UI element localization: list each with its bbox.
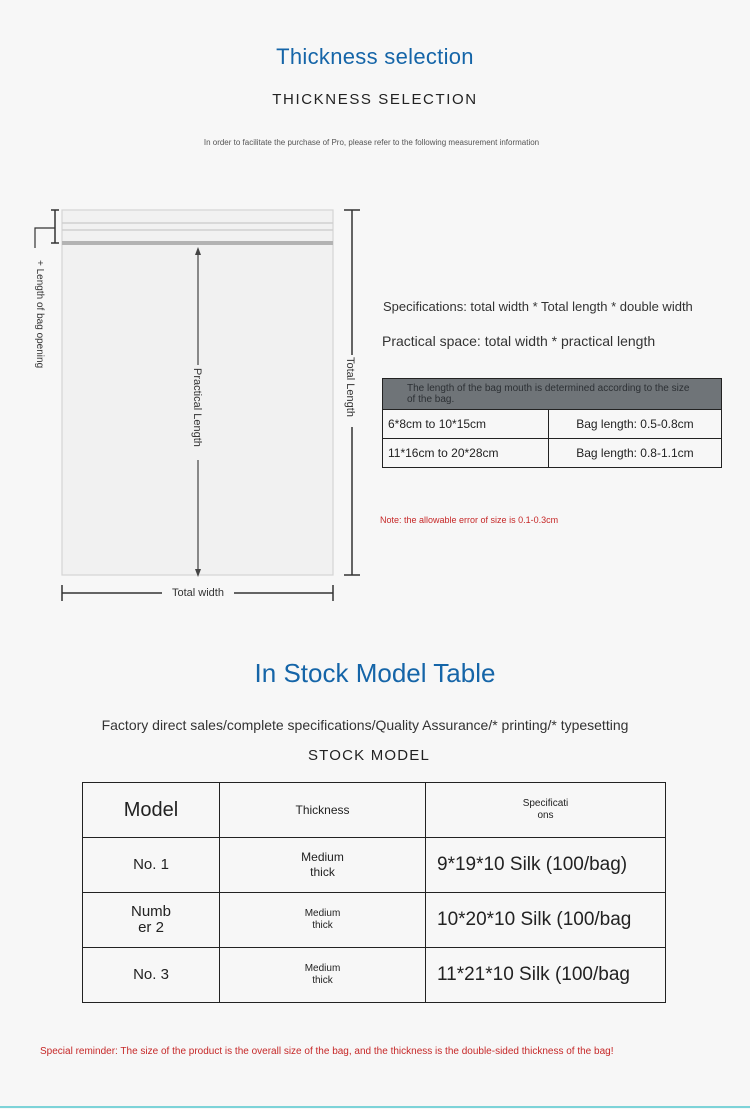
model-cell: No. 3 <box>133 966 169 983</box>
error-note: Note: the allowable error of size is 0.1-0.3cm <box>380 515 559 525</box>
table-row <box>383 410 722 439</box>
thickness-cell: Medium thick <box>304 907 341 931</box>
stock-subtitle: Factory direct sales/complete specifications/Quality Assurance/* printing/* typesetting <box>101 717 629 733</box>
spec-formula: Specifications: total width * Total length * double width <box>383 299 693 314</box>
header-thickness: Thickness <box>295 803 350 817</box>
table-row <box>83 838 666 893</box>
spec-cell: 9*19*10 Silk (100/bag) <box>437 854 628 875</box>
special-reminder: Special reminder: The size of the product is the overall size of the bag, and the thickness is the double-sided thickness of the bag! <box>40 1046 614 1057</box>
bag-mouth-table <box>382 378 722 468</box>
table-row <box>83 948 666 1003</box>
header-model: Model <box>123 798 179 821</box>
stock-caps-title: STOCK MODEL <box>307 747 431 764</box>
model-cell: No. 1 <box>133 856 169 873</box>
section-subtitle: THICKNESS SELECTION <box>272 91 478 108</box>
intro-note: In order to facilitate the purchase of Pro, please refer to the following measurement information <box>203 138 540 147</box>
length-cell: Bag length: 0.5-0.8cm <box>548 410 721 439</box>
size-cell: 6*8cm to 10*15cm <box>383 410 549 439</box>
size-cell: 11*16cm to 20*28cm <box>383 439 549 468</box>
bag-diagram <box>20 205 370 610</box>
table-row <box>83 893 666 948</box>
practical-space-formula: Practical space: total width * practical length <box>382 333 656 349</box>
total-length-label: Total Length <box>344 357 356 417</box>
bottom-divider <box>0 1106 750 1108</box>
bag-mouth-header: The length of the bag mouth is determined according to the size of the bag. <box>383 379 722 410</box>
opening-label: + Length of bag opening <box>34 260 45 369</box>
stock-model-table <box>82 782 666 1003</box>
spec-cell: 11*21*10 Silk (100/bag <box>437 964 630 985</box>
stock-title: In Stock Model Table <box>254 658 496 688</box>
spec-cell: 10*20*10 Silk (100/bag <box>437 909 632 930</box>
length-cell: Bag length: 0.8-1.1cm <box>548 439 721 468</box>
section-title: Thickness selection <box>276 44 474 69</box>
table-row <box>383 439 722 468</box>
model-cell: Number 2 <box>130 902 171 936</box>
practical-length-label: Practical Length <box>191 368 203 447</box>
total-width-label: Total width <box>172 587 224 599</box>
table-header-row <box>83 783 666 838</box>
thickness-cell: Medium thick <box>304 962 341 986</box>
header-specifications: Specifications <box>522 797 569 821</box>
thickness-cell: Medium thick <box>301 849 344 879</box>
